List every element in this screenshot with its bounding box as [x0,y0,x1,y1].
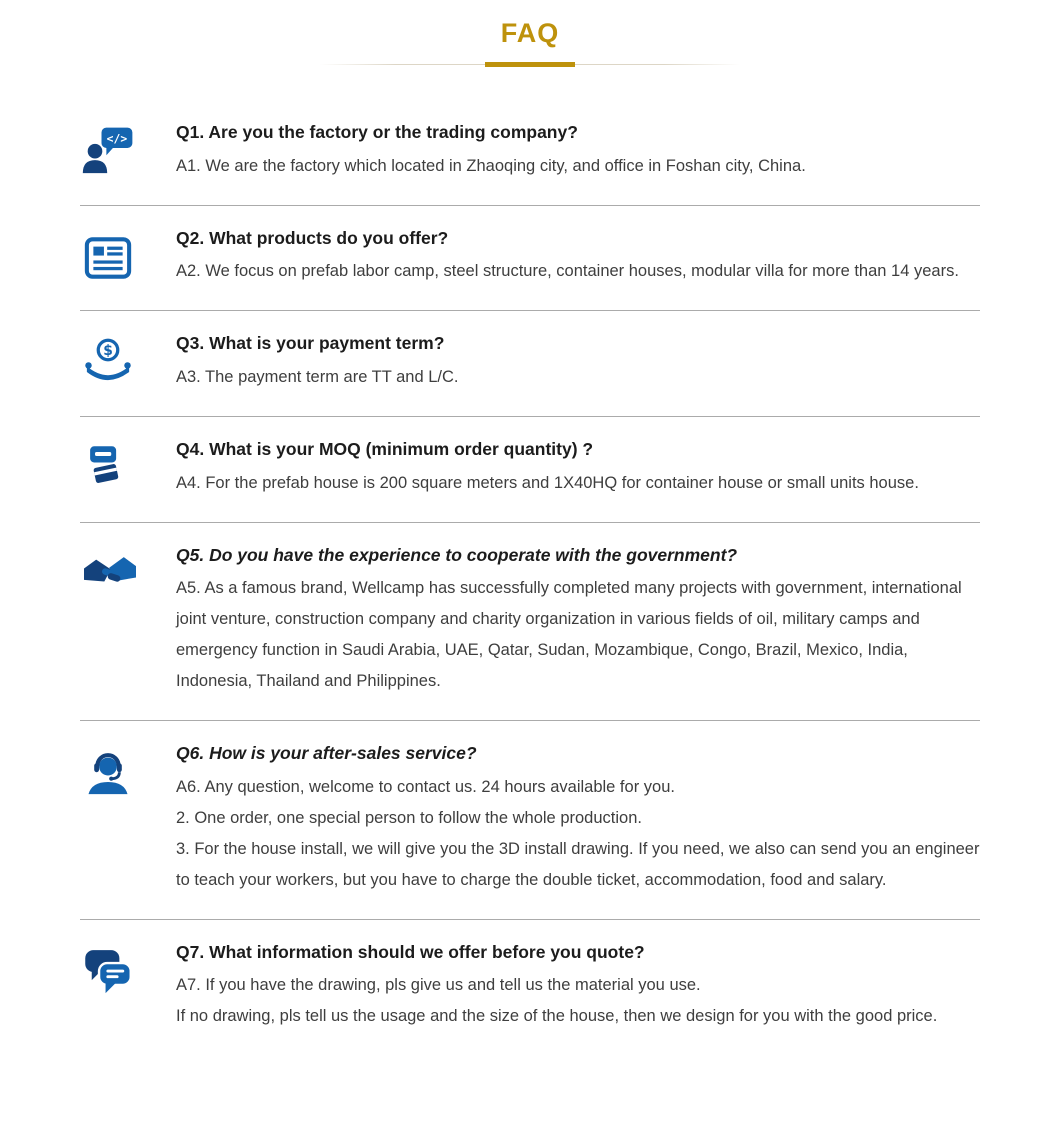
support-agent-icon [82,747,176,799]
faq-item-icon-col [80,941,176,1033]
faq-item-icon-col [80,438,176,499]
answer-paragraph: A7. If you have the drawing, pls give us and tell us the material you use. [176,976,701,995]
document-list-icon [82,232,176,284]
faq-item-text [176,742,980,896]
faq-item [80,206,980,312]
faq-item [80,417,980,523]
answer-paragraph: 3. For the house install, we will give you the 3D install drawing. If you need, we also can send you an engineer to teach your workers, but you have to charge the double ticket, accommodation, food and salary. [176,839,980,889]
faq-item [80,100,980,206]
card-payment-icon [82,443,176,495]
answer-paragraph: A3. The payment term are TT and L/C. [176,367,459,386]
faq-item [80,920,980,1056]
faq-item-text [176,332,980,393]
faq-item [80,523,980,722]
faq-item-text [176,941,980,1033]
chat-bubbles-icon [82,946,176,998]
question: Q4. What is your MOQ (minimum order quantity) ? [176,438,594,459]
faq-list [80,100,980,1055]
answer-paragraph: 2. One order, one special person to follow the whole production. [176,808,642,827]
handshake-icon [82,549,176,601]
faq-item-text [176,438,980,499]
answer-paragraph: A4. For the prefab house is 200 square meters and 1X40HQ for container house or small units house. [176,473,919,492]
question: Q7. What information should we offer before you quote? [176,941,645,962]
faq-item-text [176,121,980,182]
faq-item-icon-col [80,544,176,698]
faq-item-text [176,227,980,288]
question: Q2. What products do you offer? [176,227,449,248]
faq-header [0,0,1060,68]
person-code-icon [82,126,176,178]
faq-item-icon-col [80,332,176,393]
faq-item [80,311,980,417]
hand-dollar-icon [82,337,176,389]
faq-item-icon-col [80,227,176,288]
answer-paragraph: If no drawing, pls tell us the usage and the size of the house, then we design for you with the good price. [176,1007,938,1026]
answer-paragraph: A6. Any question, welcome to contact us. 24 hours available for you. [176,777,675,796]
svg-text:</>: </> [106,131,128,146]
faq-item-icon-col [80,121,176,182]
faq-item [80,721,980,920]
faq-item-icon-col [80,742,176,896]
title-divider [320,62,740,68]
question: Q3. What is your payment term? [176,333,445,354]
page-title: FAQ [500,18,560,48]
answer-paragraph: A1. We are the factory which located in Zhaoqing city, and office in Foshan city, China. [176,156,806,175]
question: Q5. Do you have the experience to cooperate with the government? [176,544,738,565]
question: Q6. How is your after-sales service? [176,743,477,764]
answer-paragraph: A5. As a famous brand, Wellcamp has successfully completed many projects with government, international joint venture, construction company and charity organization in various fields of oil, military camps and emergency function in Saudi Arabia, UAE, Qatar, Sudan, Mozambique, Congo, Brazil, Mexico, India, Indonesia, Thailand and Philippines. [176,579,962,691]
question: Q1. Are you the factory or the trading company? [176,122,578,142]
answer-paragraph: A2. We focus on prefab labor camp, steel structure, container houses, modular villa for more than 14 years. [176,262,959,281]
divider-accent-bar [485,62,575,67]
svg-text:$: $ [103,343,113,360]
faq-item-text [176,544,980,698]
